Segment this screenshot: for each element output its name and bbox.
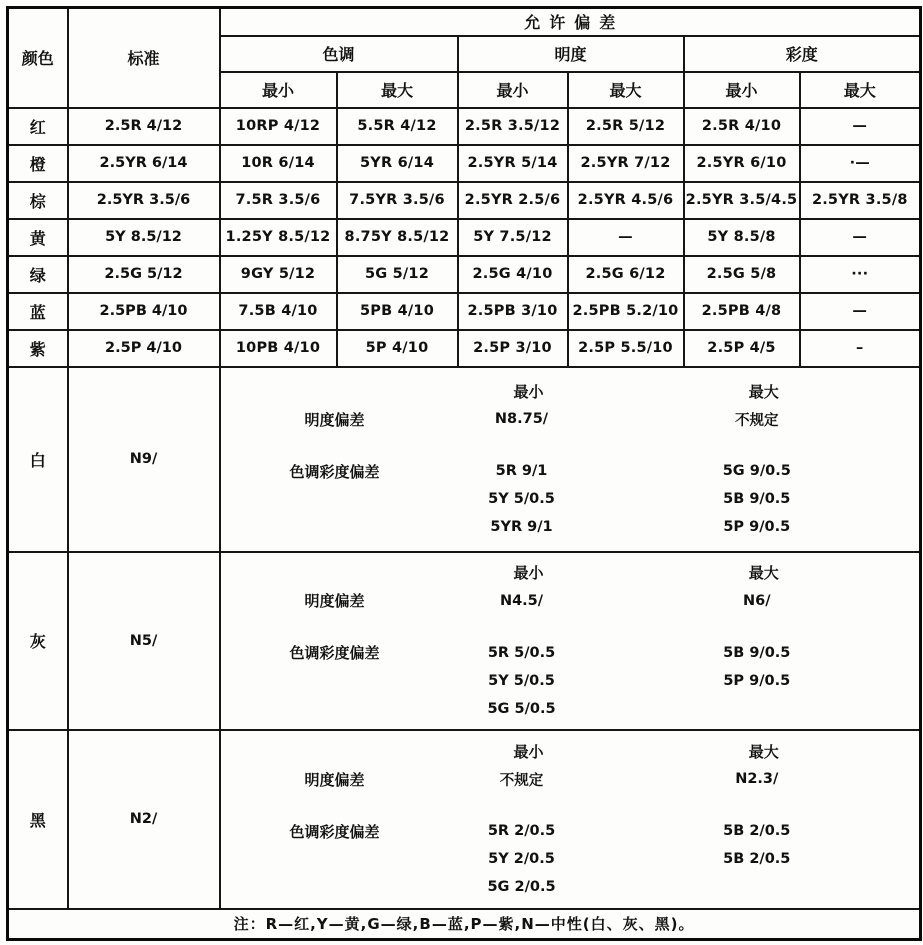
hue-chroma-row: 5Y 5/0.5 5P 9/0.5: [488, 672, 791, 689]
max-label: 最大: [748, 382, 779, 401]
cell-hue-min: 10PB 4/10: [220, 330, 337, 367]
cell-standard: 2.5G 5/12: [68, 256, 220, 293]
hue-chroma-label: 色调彩度偏差: [289, 822, 380, 841]
header-color: 颜色: [8, 8, 68, 108]
header-hue: 色调: [220, 36, 458, 72]
cell-standard: N5/: [68, 552, 220, 730]
cell-value-max: 2.5G 6/12: [568, 256, 684, 293]
value-deviation-max: N2.3/: [735, 771, 779, 787]
header-tolerance: 允许偏差: [220, 8, 921, 36]
cell-hue-max: 7.5YR 3.5/6: [337, 182, 458, 219]
cell-color: 红: [8, 108, 68, 145]
cell-standard: 5Y 8.5/12: [68, 219, 220, 256]
hue-chroma-row: 色调彩度偏差 5R 5/0.5 5B 9/0.5: [221, 639, 920, 667]
min-label: 最小: [513, 742, 544, 761]
cell-value-max: 2.5YR 4.5/6: [568, 182, 684, 219]
cell-chroma-max: —: [800, 293, 921, 330]
cell-standard: N9/: [68, 367, 220, 552]
cell-chroma-min: 5Y 8.5/8: [684, 219, 800, 256]
cell-standard: 2.5P 4/10: [68, 330, 220, 367]
minmax-header-row: [221, 737, 920, 765]
hue-chroma-label: 色调彩度偏差: [289, 644, 380, 662]
cell-value-max: 2.5YR 7/12: [568, 145, 684, 182]
cell-hue-min: 9GY 5/12: [220, 256, 337, 293]
value-deviation-max: 不规定: [735, 412, 779, 429]
header-hue-max: 最大: [337, 72, 458, 108]
cell-chroma-min: 2.5P 4/5: [684, 330, 800, 367]
cell-hue-max: 8.75Y 8.5/12: [337, 219, 458, 256]
row-blue: [8, 293, 921, 330]
cell-color: 黑: [8, 730, 68, 909]
footnote-row: [8, 909, 921, 940]
max-label: 最大: [748, 742, 779, 761]
gray-tolerance-detail: [220, 552, 921, 730]
cell-chroma-max: ···: [800, 256, 921, 293]
cell-standard: 2.5PB 4/10: [68, 293, 220, 330]
min-label: 最小: [513, 382, 544, 401]
cell-value-min: 2.5YR 2.5/6: [458, 182, 568, 219]
header-value-min: 最小: [458, 72, 568, 108]
hue-chroma-row: 5Y 2/0.5 5B 2/0.5: [488, 851, 791, 867]
cell-color: 紫: [8, 330, 68, 367]
value-deviation-label: 明度偏差: [304, 770, 365, 789]
cell-chroma-min: 2.5YR 3.5/4.5: [684, 182, 800, 219]
cell-hue-min: 10R 6/14: [220, 145, 337, 182]
cell-hue-min: 1.25Y 8.5/12: [220, 219, 337, 256]
header-hue-min: 最小: [220, 72, 337, 108]
cell-standard: 2.5YR 6/14: [68, 145, 220, 182]
header-chroma: 彩度: [684, 36, 921, 72]
row-green: [8, 256, 921, 293]
cell-chroma-max: —: [800, 108, 921, 145]
value-deviation-max: N6/: [743, 592, 771, 609]
cell-value-min: 5Y 7.5/12: [458, 219, 568, 256]
cell-color: 橙: [8, 145, 68, 182]
cell-value-min: 2.5PB 3/10: [458, 293, 568, 330]
value-deviation-min: 不规定: [499, 772, 544, 789]
value-deviation-min: N4.5/: [499, 592, 544, 609]
row-brown: [8, 182, 921, 219]
header-value-max: 最大: [568, 72, 684, 108]
cell-hue-min: 7.5B 4/10: [220, 293, 337, 330]
cell-chroma-max: —: [800, 219, 921, 256]
minmax-header-row: [221, 559, 920, 587]
cell-value-min: 2.5YR 5/14: [458, 145, 568, 182]
row-yellow: [8, 219, 921, 256]
cell-hue-min: 10RP 4/12: [220, 108, 337, 145]
hue-chroma-row: 5G 2/0.5: [487, 879, 556, 895]
cell-chroma-max: ·—: [800, 145, 921, 182]
header-chroma-min: 最小: [684, 72, 800, 108]
cell-hue-max: 5G 5/12: [337, 256, 458, 293]
cell-color: 蓝: [8, 293, 68, 330]
hue-chroma-row: 5YR 9/1 5P 9/0.5: [490, 519, 791, 535]
header-standard: 标准: [68, 8, 220, 108]
min-label: 最小: [513, 564, 544, 582]
cell-value-min: 2.5P 3/10: [458, 330, 568, 367]
value-deviation-row: [221, 765, 920, 793]
cell-value-max: 2.5R 5/12: [568, 108, 684, 145]
cell-standard: N2/: [68, 730, 220, 909]
cell-value-max: 2.5P 5.5/10: [568, 330, 684, 367]
hue-chroma-row: 色调彩度偏差 5R 2/0.5 5B 2/0.5: [221, 817, 920, 845]
row-orange: [8, 145, 921, 182]
white-tolerance-detail: [220, 367, 921, 552]
row-purple: [8, 330, 921, 367]
hue-chroma-row: 5G 5/0.5: [487, 700, 556, 717]
cell-chroma-min: 2.5PB 4/8: [684, 293, 800, 330]
cell-value-min: 2.5R 3.5/12: [458, 108, 568, 145]
cell-hue-max: 5YR 6/14: [337, 145, 458, 182]
value-deviation-row: [221, 587, 920, 615]
cell-value-max: —: [568, 219, 684, 256]
cell-color: 棕: [8, 182, 68, 219]
hue-chroma-row: 色调彩度偏差 5R 9/1 5G 9/0.5: [221, 457, 920, 485]
cell-hue-max: 5P 4/10: [337, 330, 458, 367]
cell-chroma-max: –: [800, 330, 921, 367]
cell-hue-max: 5.5R 4/12: [337, 108, 458, 145]
value-deviation-label: 明度偏差: [304, 592, 365, 610]
cell-value-max: 2.5PB 5.2/10: [568, 293, 684, 330]
row-red: [8, 108, 921, 145]
max-label: 最大: [748, 564, 779, 582]
cell-chroma-min: 2.5G 5/8: [684, 256, 800, 293]
cell-chroma-max: 2.5YR 3.5/8: [800, 182, 921, 219]
color-tolerance-table: [6, 6, 922, 941]
value-deviation-row: [221, 405, 920, 433]
minmax-header-row: [221, 377, 920, 405]
cell-standard: 2.5R 4/12: [68, 108, 220, 145]
hue-chroma-label: 色调彩度偏差: [289, 462, 380, 481]
cell-chroma-min: 2.5YR 6/10: [684, 145, 800, 182]
cell-color: 绿: [8, 256, 68, 293]
black-tolerance-detail: [220, 730, 921, 909]
block-gray: [8, 552, 921, 730]
cell-hue-max: 5PB 4/10: [337, 293, 458, 330]
block-black: [8, 730, 921, 909]
footnote: 注：R—红,Y—黄,G—绿,B—蓝,P—紫,N—中性(白、灰、黑)。: [8, 909, 921, 940]
value-deviation-label: 明度偏差: [304, 410, 365, 429]
value-deviation-min: N8.75/: [494, 411, 549, 427]
header-chroma-max: 最大: [800, 72, 921, 108]
cell-chroma-min: 2.5R 4/10: [684, 108, 800, 145]
header-row-tolerance: [8, 8, 921, 36]
cell-color: 黄: [8, 219, 68, 256]
hue-chroma-row: 5Y 5/0.5 5B 9/0.5: [488, 491, 791, 507]
header-value: 明度: [458, 36, 684, 72]
cell-hue-min: 7.5R 3.5/6: [220, 182, 337, 219]
cell-color: 白: [8, 367, 68, 552]
cell-color: 灰: [8, 552, 68, 730]
cell-value-min: 2.5G 4/10: [458, 256, 568, 293]
block-white: [8, 367, 921, 552]
cell-standard: 2.5YR 3.5/6: [68, 182, 220, 219]
